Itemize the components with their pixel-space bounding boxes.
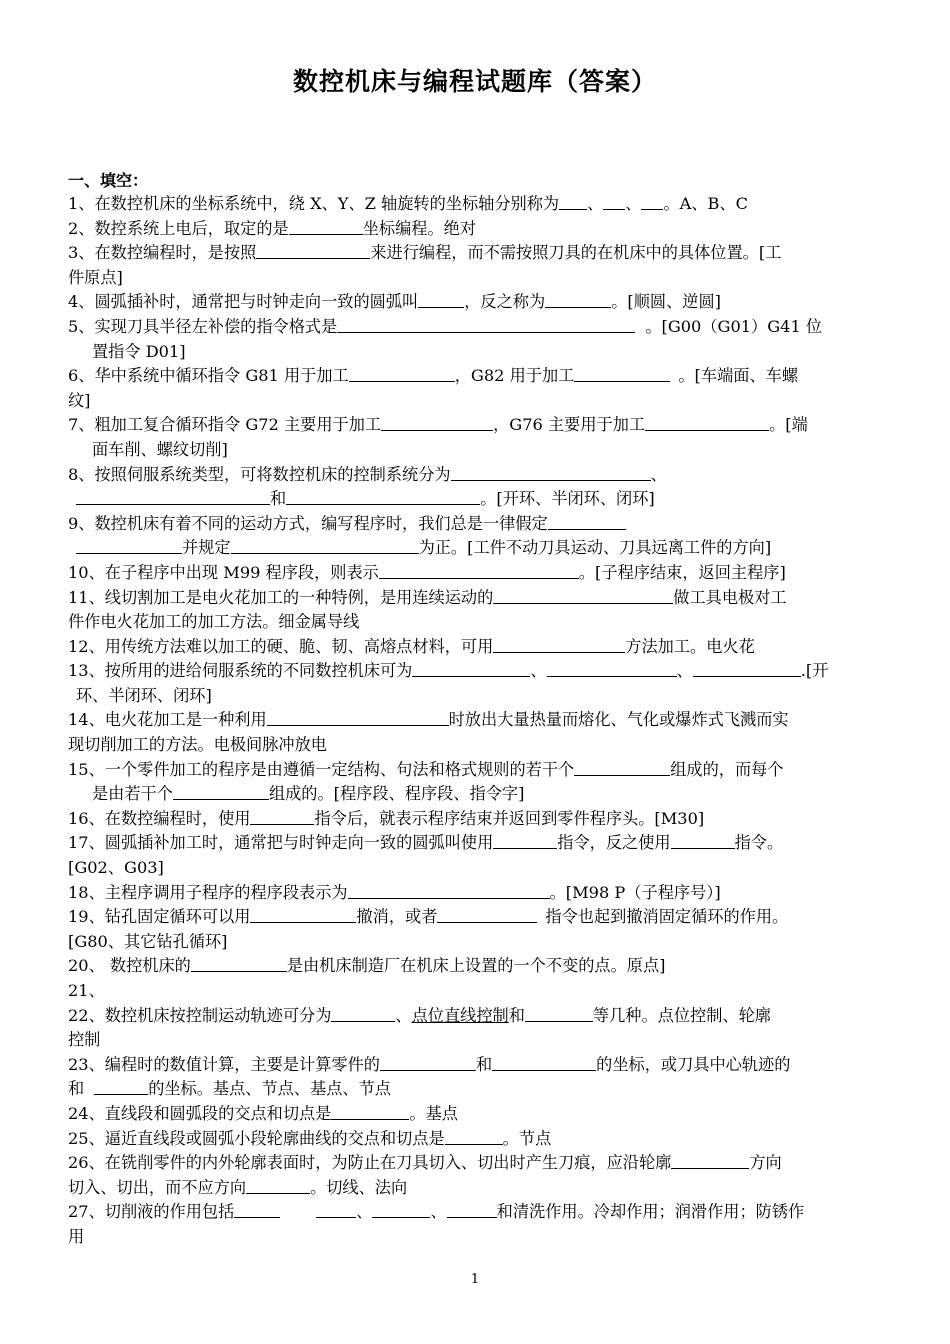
- question-text: 21、: [68, 981, 105, 1000]
- question-text: 撤消，或者: [356, 907, 438, 927]
- answer-blank: [379, 561, 579, 579]
- question-text: 16、在数控编程时，使用: [68, 808, 251, 828]
- answer-blank: [256, 241, 370, 259]
- question-text: [G80、其它钻孔循环]: [68, 931, 228, 951]
- question-text: 时放出大量热量而熔化、气化或爆炸式飞溅而实: [448, 710, 789, 730]
- answer-blank: [286, 487, 480, 505]
- answer-blank: [445, 1127, 503, 1145]
- question-22-cont: [68, 1028, 883, 1053]
- question-text: 、: [430, 1202, 447, 1222]
- answer-blank: [493, 831, 557, 849]
- answer-blank: [234, 1200, 280, 1218]
- underlined-answer: 点位直线控制: [411, 1005, 509, 1025]
- question-1: [68, 192, 883, 217]
- question-text: 。[端: [769, 415, 808, 435]
- answer-blank: [231, 536, 419, 554]
- question-text: 、: [356, 1202, 373, 1222]
- question-text: 20、 数控机床的: [68, 956, 191, 976]
- answer-blank: [191, 954, 287, 972]
- question-text: [G02、G03]: [68, 858, 164, 878]
- question-26-cont: [68, 1176, 883, 1201]
- question-text: 的坐标。基点、节点、基点、节点: [148, 1079, 391, 1099]
- answer-blank: [574, 758, 670, 776]
- answer-blank: [289, 217, 363, 235]
- question-text: 用: [68, 1226, 85, 1246]
- question-text: 10、在子程序中出现 M99 程序段，则表示: [68, 562, 379, 582]
- question-21: [68, 979, 883, 1004]
- answer-blank: [250, 807, 314, 825]
- answer-blank: [349, 364, 455, 382]
- question-text: 并规定: [182, 538, 231, 558]
- question-22: [68, 1004, 883, 1029]
- answer-blank: [76, 536, 182, 554]
- question-text: 指令后，就表示程序结束并返回到零件程序头。[M30]: [314, 808, 705, 828]
- question-text: 环、半闭环、闭环]: [76, 685, 212, 705]
- answer-blank: [380, 1053, 476, 1071]
- answer-blank: [94, 1077, 148, 1095]
- answer-blank: [372, 1200, 430, 1218]
- answer-blank: [493, 586, 673, 604]
- question-23-cont: [68, 1077, 883, 1102]
- question-text: 和清洗作用。冷却作用；润滑作用；防锈作: [496, 1202, 805, 1222]
- question-text: 的坐标，或刀具中心轨迹的: [596, 1054, 791, 1074]
- answer-blank: [316, 1200, 356, 1218]
- question-text: 方向: [749, 1153, 782, 1173]
- answer-blank: [418, 290, 464, 308]
- question-text: 指令，反之使用: [557, 833, 671, 853]
- question-text: 。切线、法向: [310, 1177, 408, 1197]
- question-13: [68, 659, 883, 684]
- answer-blank: [693, 659, 801, 677]
- question-27-cont: [68, 1225, 883, 1250]
- question-text: 坐标编程。绝对: [362, 218, 477, 238]
- question-text: 27、切削液的作用包括: [68, 1202, 235, 1222]
- answer-blank: [525, 1004, 593, 1022]
- question-text: 、: [625, 194, 642, 213]
- question-text: 13、按所用的进给伺服系统的不同数控机床可为: [68, 661, 413, 681]
- answer-blank: [437, 905, 537, 923]
- answer-blank: [337, 315, 635, 333]
- question-text: 18、主程序调用子程序的程序段表示为: [68, 882, 348, 902]
- question-10: [68, 561, 883, 586]
- question-text: 控制: [68, 1030, 101, 1050]
- question-text: 、: [530, 661, 547, 681]
- question-text: 26、在铣削零件的内外轮廓表面时，为防止在刀具切入、切出时产生刀痕，应沿轮廓: [68, 1153, 672, 1173]
- question-text: 、: [587, 194, 604, 213]
- question-list: [68, 192, 883, 1250]
- question-text: 。[G00（G01）G41 位: [645, 316, 823, 336]
- answer-blank: [548, 512, 626, 530]
- question-2: [68, 217, 883, 242]
- question-text: 9、数控机床有着不同的运动方式，编写程序时，我们总是一律假定: [68, 513, 548, 533]
- question-4: [68, 290, 883, 315]
- question-8: [68, 463, 883, 488]
- question-text: ，G76 主要用于加工: [493, 415, 646, 435]
- question-text: 件原点]: [68, 267, 123, 287]
- question-13-cont: [68, 684, 883, 709]
- question-text: 11、线切割加工是电火花加工的一种特例，是用连续运动的: [68, 587, 494, 607]
- answer-blank: [412, 659, 530, 677]
- question-18: [68, 881, 883, 906]
- question-text: 24、直线段和圆弧段的交点和切点是: [68, 1103, 332, 1123]
- answer-blank: [76, 487, 270, 505]
- question-text: ，反之称为: [464, 292, 546, 312]
- question-text: 6、华中系统中循环指令 G81 用于加工: [68, 366, 349, 386]
- question-text: ，G82 用于加工: [454, 366, 575, 386]
- question-19-cont: [68, 930, 883, 955]
- question-8-cont: [68, 487, 883, 512]
- question-text: 和: [475, 1054, 493, 1074]
- question-25: [68, 1127, 883, 1152]
- question-text: 指令也起到撤消固定循环的作用。: [545, 907, 789, 927]
- answer-blank: [381, 413, 493, 431]
- question-text: 1、在数控机床的坐标系统中，绕 X、Y、Z 轴旋转的坐标轴分别称为: [68, 194, 560, 213]
- question-text: 纹]: [68, 390, 91, 410]
- question-3-cont: [68, 266, 883, 291]
- question-12: [68, 635, 883, 660]
- question-text: 为正。[工件不动刀具运动、刀具远离工件的方向]: [418, 538, 772, 558]
- answer-blank: [574, 364, 670, 382]
- question-11: [68, 586, 883, 611]
- question-16: [68, 807, 883, 832]
- question-3: [68, 241, 883, 266]
- question-text: 切入、切出，而不应方向: [68, 1177, 247, 1197]
- question-14: [68, 708, 883, 733]
- question-text: 置指令 D01]: [92, 341, 186, 361]
- question-text: 5、实现刀具半径左补偿的指令格式是: [68, 316, 338, 336]
- question-text: 12、用传统方法难以加工的硬、脆、韧、高熔点材料，可用: [68, 636, 494, 656]
- question-text: 3、在数控编程时，是按照: [68, 243, 257, 263]
- answer-blank: [348, 881, 550, 899]
- question-text: 。[子程序结束，返回主程序]: [578, 562, 786, 582]
- question-text: 。A、B、C: [663, 194, 749, 213]
- question-text: 是由机床制造厂在机床上设置的一个不变的点。原点]: [286, 956, 666, 976]
- question-text: 。[开环、半闭环、闭环]: [480, 489, 655, 509]
- answer-blank: [173, 782, 269, 800]
- question-text: 22、数控机床按控制运动轨迹可分为: [68, 1005, 332, 1025]
- question-11-cont: [68, 610, 883, 635]
- answer-blank: [451, 463, 651, 481]
- question-text: .[开: [800, 661, 829, 681]
- question-5: [68, 315, 883, 340]
- answer-blank: [331, 1102, 409, 1120]
- answer-blank: [603, 192, 625, 210]
- answer-blank: [545, 290, 611, 308]
- question-text: 指令。: [734, 833, 784, 853]
- question-text: 组成的。[程序段、程序段、指令字]: [268, 784, 525, 804]
- answer-blank: [547, 659, 677, 677]
- question-text: 19、钻孔固定循环可以用: [68, 907, 251, 927]
- question-15: [68, 758, 883, 783]
- question-text: 现切削加工的方法。电极间脉冲放电: [68, 735, 327, 755]
- answer-blank: [559, 192, 587, 210]
- answer-blank: [447, 1200, 497, 1218]
- answer-blank: [493, 635, 625, 653]
- question-text: 和: [68, 1079, 85, 1099]
- question-text: 。[顺圆、逆圆]: [611, 292, 721, 312]
- question-text: 等几种。点位控制、轮廓: [592, 1005, 771, 1025]
- question-6: [68, 364, 883, 389]
- question-text: 。[车端面、车螺: [678, 366, 799, 386]
- question-27: [68, 1200, 883, 1225]
- question-text: 2、数控系统上电后，取定的是: [68, 218, 289, 238]
- question-7-cont: [68, 438, 883, 463]
- question-6-cont: [68, 389, 883, 414]
- question-text: 、: [650, 464, 667, 484]
- question-text: 。[M98 P（子程序号）]: [549, 882, 721, 902]
- question-23: [68, 1053, 883, 1078]
- question-text: 面车削、螺纹切削]: [92, 439, 228, 459]
- question-7: [68, 413, 883, 438]
- question-text: 做工具电极对工: [673, 587, 787, 607]
- page-number: 1: [470, 1272, 480, 1287]
- answer-blank: [492, 1053, 596, 1071]
- question-text: 和: [508, 1005, 525, 1025]
- question-text: 来进行编程，而不需按照刀具的在机床中的具体位置。[工: [370, 243, 782, 263]
- question-text: 17、圆弧插补加工时，通常把与时钟走向一致的圆弧叫使用: [68, 833, 494, 853]
- answer-blank: [671, 831, 735, 849]
- question-text: 25、逼近直线段或圆弧小段轮廓曲线的交点和切点是: [68, 1128, 445, 1148]
- answer-blank: [671, 1151, 749, 1169]
- question-17: [68, 831, 883, 856]
- question-text: 和: [270, 489, 287, 509]
- answer-blank: [645, 413, 769, 431]
- question-text: 。基点: [409, 1103, 458, 1123]
- question-26: [68, 1151, 883, 1176]
- answer-blank: [641, 192, 663, 210]
- answer-blank: [250, 905, 356, 923]
- question-text: 23、编程时的数值计算，主要是计算零件的: [68, 1054, 380, 1074]
- question-5-cont: [68, 340, 883, 365]
- question-text: 方法加工。电火花: [625, 636, 755, 656]
- question-text: 14、电火花加工是一种利用: [68, 710, 267, 730]
- question-24: [68, 1102, 883, 1127]
- question-14-cont: [68, 733, 883, 758]
- question-text: 15、一个零件加工的程序是由遵循一定结构、句法和格式规则的若干个: [68, 759, 575, 779]
- question-19: [68, 905, 883, 930]
- question-text: 、: [395, 1005, 412, 1025]
- question-text: 7、粗加工复合循环指令 G72 主要用于加工: [68, 415, 382, 435]
- question-text: 、: [676, 661, 693, 681]
- question-17-cont: [68, 856, 883, 881]
- question-text: 组成的，而每个: [670, 759, 784, 779]
- question-text: 是由若干个: [92, 784, 173, 804]
- question-9-cont: [68, 536, 883, 561]
- answer-blank: [267, 708, 449, 726]
- question-text: 4、圆弧插补时，通常把与时钟走向一致的圆弧叫: [68, 292, 419, 312]
- question-15-cont: [68, 782, 883, 807]
- answer-blank: [331, 1004, 395, 1022]
- question-text: 8、按照伺服系统类型，可将数控机床的控制系统分为: [68, 464, 451, 484]
- question-text: 。节点: [502, 1128, 552, 1148]
- question-text: 件作电火花加工的加工方法。细金属导线: [68, 612, 360, 632]
- answer-blank: [246, 1176, 310, 1194]
- question-9: [68, 512, 883, 537]
- page-title: 数控机床与编程试题库（答案）: [292, 67, 657, 96]
- section-heading: 一、填空：: [68, 171, 149, 190]
- question-20: [68, 954, 883, 979]
